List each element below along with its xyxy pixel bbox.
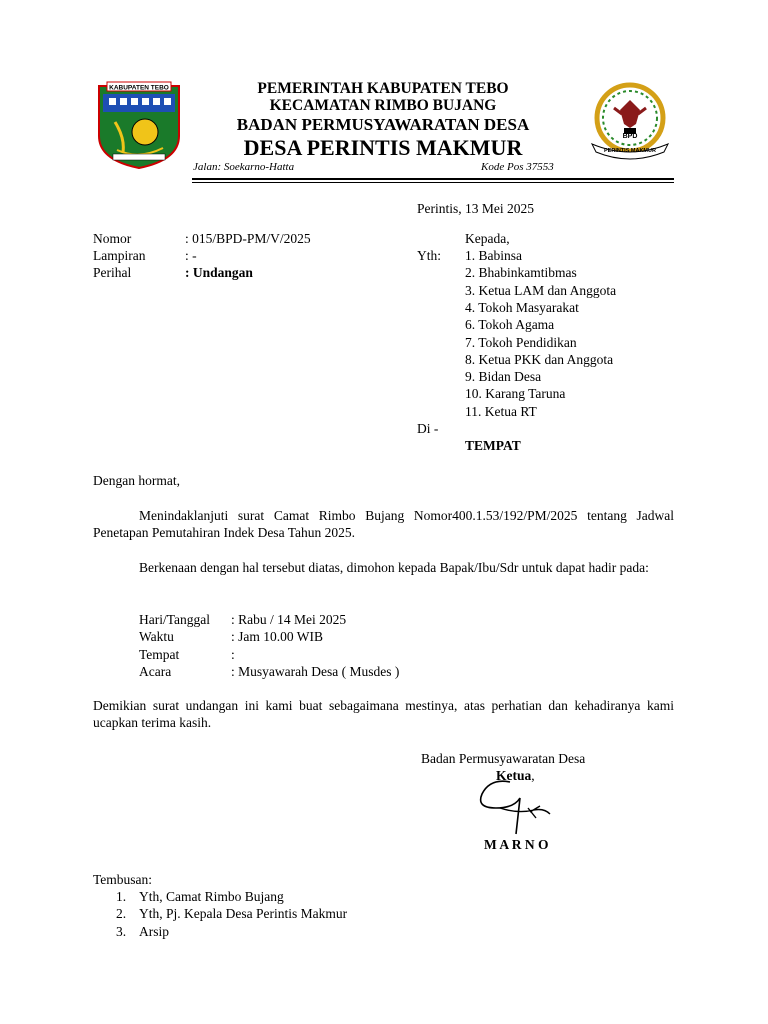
event-value: : Rabu / 14 Mei 2025 <box>231 612 347 627</box>
event-label: Tempat <box>139 646 180 662</box>
paragraph-1-text: Menindaklanjuti surat Camat Rimbo Bujang Nomor400.1.53/192/PM/2025 tentang Jadwal Penetapan Pemutahiran Indek Desa Tahun 2025. <box>93 508 674 541</box>
recipient-item: 8. Ketua PKK dan Anggota <box>465 351 614 367</box>
recipients-di: Di - <box>417 421 439 436</box>
event-label: Acara <box>139 664 172 679</box>
meta-label-perihal: Perihal <box>93 265 132 280</box>
recipient-item: 3. Ketua LAM dan Anggota <box>465 282 617 298</box>
recipient-item: 1. Babinsa <box>465 248 522 263</box>
letter-date: Perintis, 13 Mei 2025 <box>417 201 534 216</box>
salutation: Dengan hormat, <box>93 473 180 488</box>
signature-role-comma: , <box>531 768 535 783</box>
header-rule-thick <box>192 178 674 180</box>
svg-text:PERINTIS MAKMUR: PERINTIS MAKMUR <box>604 148 656 154</box>
recipient-item: 6. Tokoh Agama <box>465 317 555 333</box>
recipients-yth: Yth: <box>417 248 442 263</box>
tembusan-number: 3. <box>116 923 127 939</box>
paragraph-1 <box>93 507 674 542</box>
tembusan-title: Tembusan: <box>93 872 153 887</box>
signature-scribble <box>470 778 560 836</box>
recipient-item: 2. Bhabinkamtibmas <box>465 265 577 281</box>
svg-text:BPD: BPD <box>622 133 638 140</box>
header-rule-thin <box>192 182 674 183</box>
header-line-3: BADAN PERMUSYAWARATAN DESA <box>236 115 530 134</box>
event-value: : Musyawarah Desa ( Musdes ) <box>231 664 400 679</box>
meta-label-lampiran: Lampiran <box>93 248 146 263</box>
event-label: Hari/Tanggal <box>139 612 211 627</box>
recipient-item: 10. Karang Taruna <box>465 386 566 402</box>
event-value: : <box>231 646 235 662</box>
recipients-kepada: Kepada, <box>465 231 510 246</box>
tembusan-item: Arsip <box>139 923 169 939</box>
event-value: : Jam 10.00 WIB <box>231 629 323 644</box>
tembusan-number: 1. <box>116 889 127 904</box>
svg-text:KABUPATEN TEBO: KABUPATEN TEBO <box>109 84 169 92</box>
signature-role: Ketua <box>496 768 532 783</box>
recipient-item: 9. Bidan Desa <box>465 369 542 385</box>
signature-org: Badan Permusyawaratan Desa <box>421 751 586 766</box>
header-postal: Kode Pos 37553 <box>481 161 554 173</box>
meta-label-nomor: Nomor <box>93 231 132 246</box>
paragraph-2 <box>93 559 674 576</box>
meta-value-lampiran: : - <box>185 248 197 263</box>
tembusan-item: Yth, Pj. Kepala Desa Perintis Makmur <box>139 906 348 922</box>
signature-name: M A R N O <box>484 837 549 852</box>
meta-value-nomor: : 015/BPD-PM/V/2025 <box>185 231 311 246</box>
tembusan-item: Yth, Camat Rimbo Bujang <box>139 889 284 904</box>
recipient-item: 11. Ketua RT <box>465 403 537 419</box>
header-line-4: DESA PERINTIS MAKMUR <box>243 135 523 160</box>
paragraph-2-text: Berkenaan dengan hal tersebut diatas, dimohon kepada Bapak/Ibu/Sdr untuk dapat hadir pada: <box>139 560 649 575</box>
tembusan-number: 2. <box>116 906 127 922</box>
header-line-2: KECAMATAN RIMBO BUJANG <box>269 97 497 114</box>
header-line-1: PEMERINTAH KABUPATEN TEBO <box>257 80 509 97</box>
header-address: Jalan: Soekarno-Hatta <box>193 161 295 173</box>
meta-value-perihal: : Undangan <box>185 265 253 280</box>
recipient-item: 7. Tokoh Pendidikan <box>465 334 577 350</box>
closing-paragraph: Demikian surat undangan ini kami buat sebagaimana mestinya, atas perhatian dan kehadiranya kami ucapkan terima kasih. <box>93 698 674 731</box>
recipients-tempat: TEMPAT <box>465 438 521 453</box>
event-label: Waktu <box>139 629 174 644</box>
recipient-item: 4. Tokoh Masyarakat <box>465 299 579 315</box>
